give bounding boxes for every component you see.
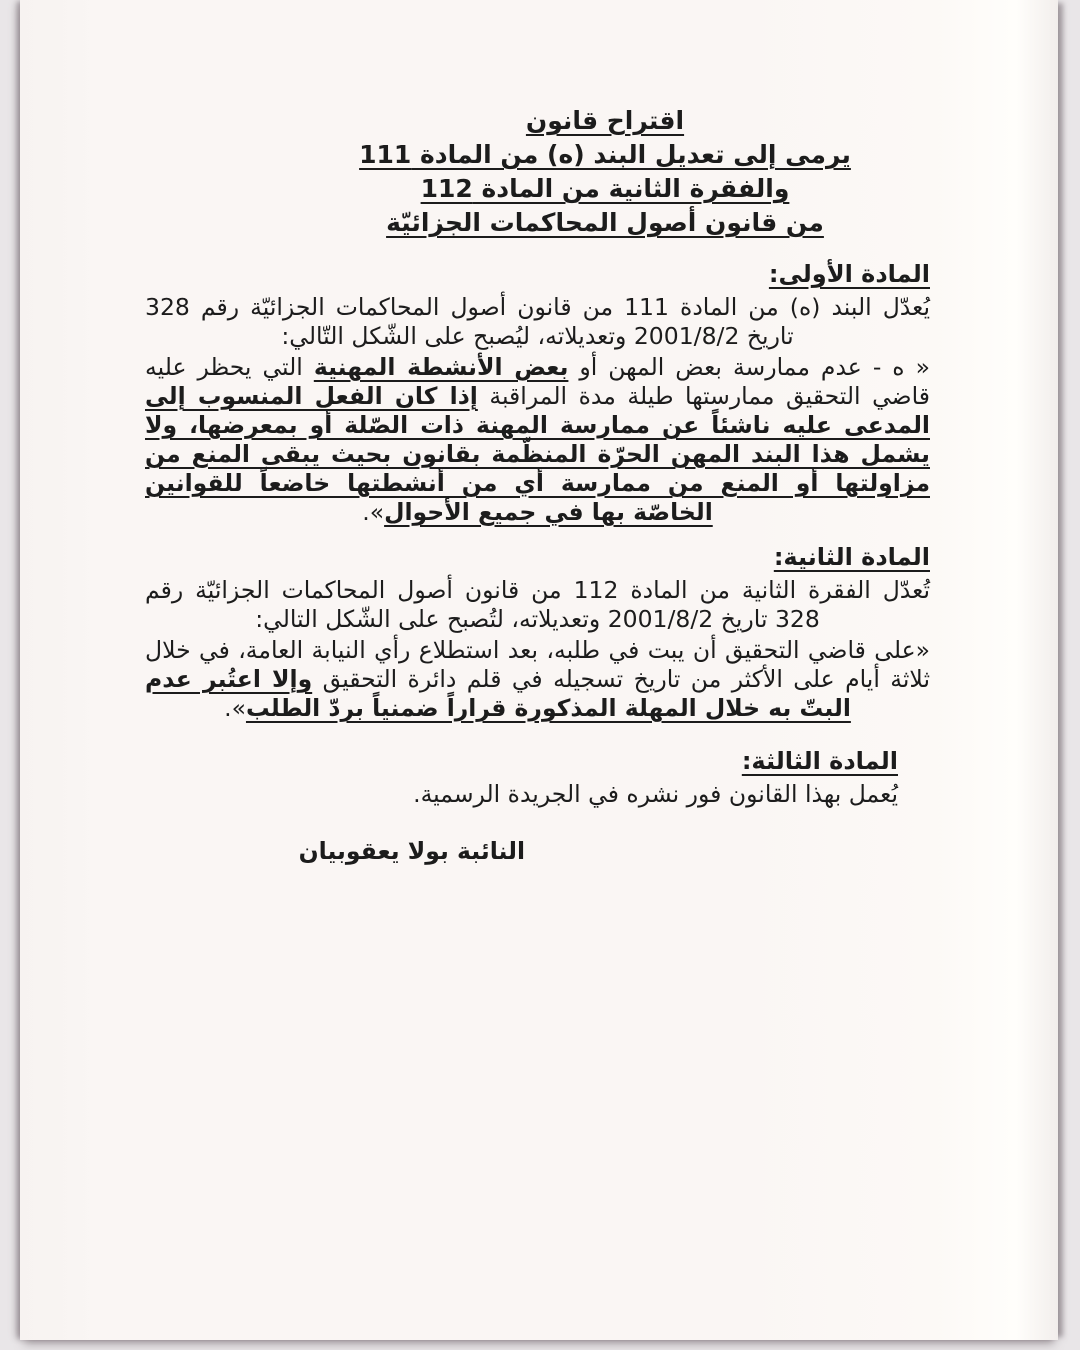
page-content <box>20 0 1058 1340</box>
title-text: والفقرة الثانية من المادة 112 <box>420 174 790 203</box>
title-line-4 <box>280 206 930 240</box>
article-3 <box>145 747 898 809</box>
title-line-2 <box>280 138 930 172</box>
amendment-text: « ه - عدم ممارسة بعض المهن أو <box>568 353 930 381</box>
amendment-text: ». <box>362 498 385 526</box>
article-1-amended-text <box>145 353 930 527</box>
emphasized-amendment-text: إذا كان الفعل المنسوب إلى المدعى عليه ناشئاً عن ممارسة المهنة ذات الصّلة أو بمعرضها، ولا يشمل هذا البند المهن الحرّة المنظّمة بقانون بحيث يبقى المنع من مزاولتها أو المنع من ممارسة أي من أنشطتها خاضعاً للقوانين الخاصّة بها في جميع الأحوال <box>145 382 930 526</box>
mp-signature: النائبة بولا يعقوبيان <box>298 837 525 865</box>
article-1-heading: المادة الأولى: <box>768 260 930 288</box>
title-text: اقتراح قانون <box>525 106 685 135</box>
emphasized-amendment-text: وإلا اعتُبر عدم البتّ به خلال المهلة المذكورة قراراً ضمنياً بردّ الطلب <box>145 665 851 722</box>
article-1 <box>145 260 930 527</box>
document-page <box>20 0 1058 1340</box>
amendment-text: التي يحظر عليه قاضي التحقيق ممارستها طيلة مدة المراقبة <box>145 353 931 410</box>
amendment-text: ». <box>224 694 246 722</box>
article-1-intro: يُعدّل البند (ه) من المادة 111 من قانون أصول المحاكمات الجزائيّة رقم 328 تاريخ 2001/8/2 وتعديلاته، ليُصبح على الشّكل التّالي: <box>145 293 930 350</box>
title-line-1 <box>280 104 930 138</box>
article-3-heading: المادة الثالثة: <box>741 747 898 775</box>
emphasized-amendment-text: بعض الأنشطة المهنية <box>313 353 569 381</box>
title-text: يرمى إلى تعديل البند (ه) من المادة 111 <box>359 140 851 169</box>
law-proposal-title <box>280 104 930 240</box>
article-2 <box>145 543 930 723</box>
article-2-intro: تُعدّل الفقرة الثانية من المادة 112 من قانون أصول المحاكمات الجزائيّة رقم 328 تاريخ 2001/8/2 وتعديلاته، لتُصبح على الشّكل التالي: <box>145 576 930 633</box>
title-text: من قانون أصول المحاكمات الجزائيّة <box>386 208 824 237</box>
title-line-3 <box>280 172 930 206</box>
amendment-text: «على قاضي التحقيق أن يبت في طلبه، بعد استطلاع رأي النيابة العامة، في خلال ثلاثة أيام على الأكثر من تاريخ تسجيله في قلم دائرة التحقيق <box>145 636 930 693</box>
article-2-amended-text <box>145 636 930 723</box>
article-3-body: يُعمل بهذا القانون فور نشره في الجريدة الرسمية. <box>413 780 898 808</box>
article-2-heading: المادة الثانية: <box>773 543 930 571</box>
